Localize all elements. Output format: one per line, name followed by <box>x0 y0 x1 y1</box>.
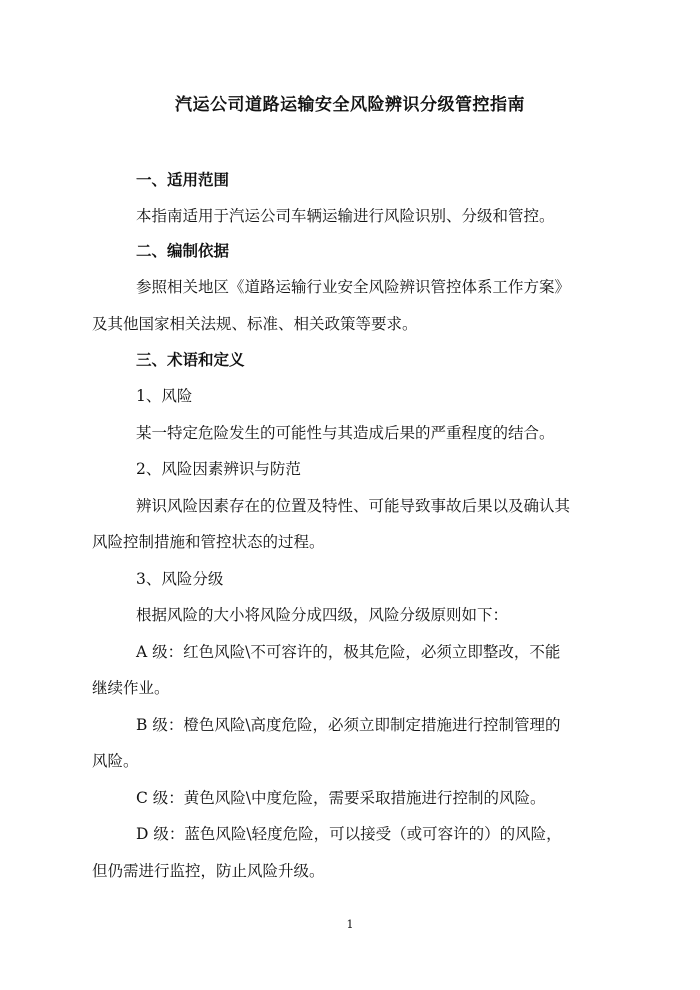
basis-text-line-2: 及其他国家相关法规、标准、相关政策等要求。 <box>92 315 418 333</box>
document-title: 汽运公司道路运输安全风险辨识分级管控指南 <box>175 95 525 115</box>
term-identification-title: 2、风险因素辨识与防范 <box>136 460 301 478</box>
level-a-line-1: A 级：红色风险\不可容许的，极其危险，必须立即整改，不能 <box>136 643 561 661</box>
section-heading-terms: 三、术语和定义 <box>136 351 245 369</box>
term-grading-intro: 根据风险的大小将风险分成四级，风险分级原则如下： <box>136 606 509 624</box>
section-heading-scope: 一、适用范围 <box>136 171 230 189</box>
term-risk-title: 1、风险 <box>136 387 193 405</box>
term-grading-title: 3、风险分级 <box>136 570 224 588</box>
term-identification-line-2: 风险控制措施和管控状态的过程。 <box>92 533 325 551</box>
level-a-line-2: 继续作业。 <box>92 679 170 697</box>
level-d-line-1: D 级：蓝色风险\轻度危险，可以接受（或可容许的）的风险， <box>136 825 562 843</box>
page-number: 1 <box>346 918 354 931</box>
term-identification-line-1: 辨识风险因素存在的位置及特性、可能导致事故后果以及确认其 <box>136 497 571 515</box>
scope-text: 本指南适用于汽运公司车辆运输进行风险识别、分级和管控。 <box>136 207 555 225</box>
level-b-line-1: B 级：橙色风险\高度危险，必须立即制定措施进行控制管理的 <box>136 716 561 734</box>
term-risk-definition: 某一特定危险发生的可能性与其造成后果的严重程度的结合。 <box>136 424 555 442</box>
basis-text-line-1: 参照相关地区《道路运输行业安全风险辨识管控体系工作方案》 <box>136 278 571 296</box>
level-b-line-2: 风险。 <box>92 752 139 770</box>
section-heading-basis: 二、编制依据 <box>136 242 230 260</box>
level-c-text: C 级：黄色风险\中度危险，需要采取措施进行控制的风险。 <box>136 789 546 807</box>
level-d-line-2: 但仍需进行监控，防止风险升级。 <box>92 862 325 880</box>
